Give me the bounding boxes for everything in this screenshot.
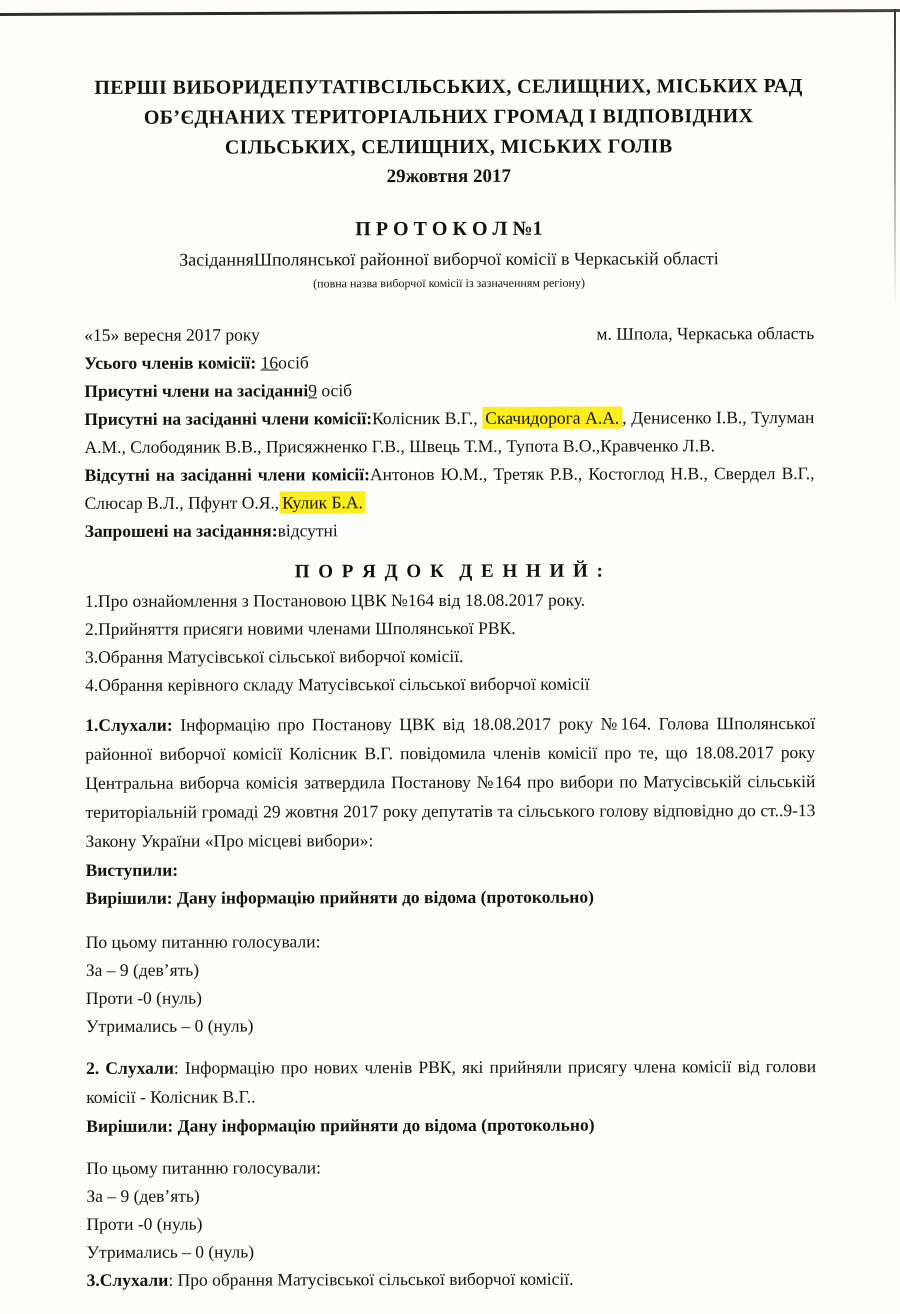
- present-count-suffix: осіб: [316, 380, 353, 401]
- section1-text: Інформацію про Постанову ЦВК від 18.08.2017 року №164. Голова Шполянської районної виборчої комісії Колісник В.Г. повідомила членів комісії про те, що 18.08.2017 року Центральна виборча комісія затвердила Постанову №164 про вибори по Матусівській сільській територіальній громаді 29 жовтня 2017 року депутатів та сільського голову відповідно до ст..9-13 Закону України «Про місцеві вибори»:: [85, 713, 816, 851]
- agenda-item-3: 3.Обрання Матусівської сільської виборчої комісії.: [84, 645, 464, 667]
- section1-spoke-label: Виступили:: [85, 859, 179, 880]
- total-members-label: Усього членів комісії:: [84, 352, 257, 373]
- protocol-note: (повна назва виборчої комісії із зазначенням регіону): [313, 275, 585, 291]
- voting2-against: Проти -0 (нуль): [86, 1213, 203, 1234]
- meeting-date: «15» вересня 2017 року: [84, 324, 260, 345]
- highlight-kulyk: Кулик Б.А.: [279, 491, 366, 513]
- section2-text: : Інформацію про нових членів РВК, які прийняли присягу члена комісії від голови комісії - Колісник В.Г..: [86, 1056, 817, 1107]
- voting1-abstained: Утримались – 0 (нуль): [85, 1015, 254, 1036]
- voting-block-2: [86, 1152, 816, 1266]
- present-count-line: [84, 375, 814, 405]
- section1-label: 1.Слухали:: [85, 714, 173, 735]
- agenda-item-4: 4.Обрання керівного складу Матусівської сільської виборчої комісії: [85, 673, 590, 695]
- meeting-date-place-row: [84, 319, 814, 349]
- section1-decided-line: Вирішили: Дану інформацію прийняти до відома (протокольно): [85, 886, 594, 908]
- total-members-value: 16: [260, 352, 279, 373]
- invited-line: [85, 515, 815, 545]
- protocol-number-heading: П Р О Т О К О Л №1: [355, 217, 543, 241]
- total-members-suffix: осіб: [278, 352, 309, 373]
- highlight-skachydoroha: Скачидорога А.А.: [482, 407, 622, 429]
- meeting-place: м. Шпола, Черкаська область: [596, 323, 815, 344]
- present-members-before: Колісник В.Г.,: [372, 407, 483, 429]
- present-count-label: Присутні члени на засіданні: [84, 380, 309, 401]
- voting1-against: Проти -0 (нуль): [85, 987, 202, 1008]
- absent-members-paragraph: [85, 459, 815, 517]
- absent-members-before: Антонов Ю.М., Третяк Р.В., Костоглод Н.В., Свердел В.Г., Слюсар В.Л., Пфунт О.Я.,: [84, 463, 815, 513]
- voting-block-1: [86, 926, 816, 1040]
- invited-label: Запрошені на засідання:: [84, 520, 278, 541]
- present-members-label: Присутні на засіданні члени комісії:: [84, 408, 373, 429]
- present-members-paragraph: [84, 403, 814, 461]
- voting2-for: За – 9 (дев’ять): [86, 1185, 200, 1206]
- section2-label: 2. Слухали: [86, 1057, 174, 1078]
- title-line-3: СІЛЬСЬКИХ, СЕЛИЩНИХ, МІСЬКИХ ГОЛІВ: [224, 135, 673, 159]
- section1-paragraph: [85, 709, 815, 856]
- section2-paragraph: [86, 1052, 816, 1112]
- voting2-abstained: Утримались – 0 (нуль): [86, 1241, 255, 1262]
- agenda-item-1: 1.Про ознайомлення з Постановою ЦВК №164 від 18.08.2017 року.: [84, 589, 586, 611]
- section3-label: 3.Слухали: [86, 1269, 169, 1290]
- section3-line: [87, 1264, 817, 1294]
- present-members-after: , Денисенко І.В., Тулуман А.М., Слободяник В.В., Присяжненко Г.В., Швець Т.М., Тупота В.О.,Кравченко Л.В.: [84, 407, 815, 457]
- agenda-heading: П О Р Я Д О К Д Е Н Н И Й :: [294, 560, 605, 583]
- present-count-value: 9: [308, 380, 317, 401]
- voting1-header: По цьому питанню голосували:: [85, 931, 321, 952]
- title-line-1: ПЕРШІ ВИБОРИДЕПУТАТІВСІЛЬСЬКИХ, СЕЛИЩНИХ, МІСЬКИХ РАД: [94, 75, 803, 99]
- agenda-item-2: 2.Прийняття присяги новими членами Шполянської РВК.: [84, 617, 516, 639]
- agenda-list: [85, 585, 815, 699]
- absent-members-label: Відсутні на засіданні члени комісії:: [84, 464, 370, 485]
- protocol-subheading: ЗасіданняШполянської районної виборчої комісії в Черкаській області: [179, 248, 719, 270]
- section3-text: : Про обрання Матусівської сільської виборчої комісії.: [168, 1268, 574, 1290]
- document-title: [83, 71, 813, 193]
- title-line-2: ОБ’ЄДНАНИХ ТЕРИТОРІАЛЬНИХ ГРОМАД І ВІДПОВІДНИХ: [143, 105, 754, 129]
- section2-decided-line: Вирішили: Дану інформацію прийняти до відома (протокольно): [86, 1114, 595, 1136]
- invited-value: відсутні: [277, 520, 338, 541]
- election-date: 29жовтня 2017: [386, 165, 512, 188]
- total-members-line: [84, 347, 814, 377]
- voting2-header: По цьому питанню голосували:: [86, 1157, 322, 1178]
- voting1-for: За – 9 (дев’ять): [85, 959, 200, 980]
